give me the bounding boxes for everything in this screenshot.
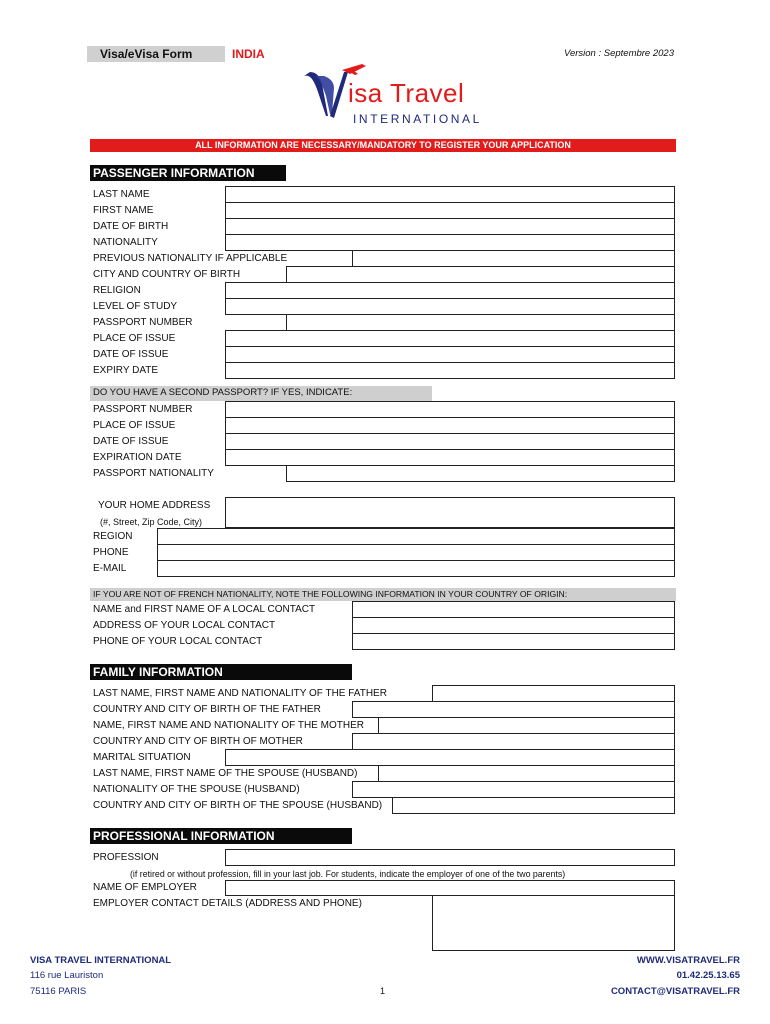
passenger-input-6[interactable] (225, 282, 675, 299)
passenger-label-1: FIRST NAME (93, 205, 154, 216)
country-name: INDIA (232, 47, 265, 61)
passenger-label-2: DATE OF BIRTH (93, 221, 169, 232)
logo (300, 62, 500, 132)
phone-label: PHONE (93, 547, 129, 558)
passenger-input-5[interactable] (286, 266, 675, 283)
family-input-7[interactable] (392, 797, 675, 814)
family-label-0: LAST NAME, FIRST NAME AND NATIONALITY OF THE FATHER (93, 688, 387, 699)
footer-city: 75116 PARIS (30, 986, 87, 997)
form-title: Visa/eVisa Form (100, 47, 193, 61)
footer-email: CONTACT@VISATRAVEL.FR (610, 986, 740, 997)
version-text: Version : Septembre 2023 (563, 48, 674, 59)
local-contact-input-2[interactable] (352, 633, 675, 650)
profession-label: PROFESSION (93, 852, 159, 863)
local-contact-label-0: NAME and FIRST NAME OF A LOCAL CONTACT (93, 604, 316, 615)
passenger-label-9: PLACE OF ISSUE (93, 333, 176, 344)
passenger-input-9[interactable] (225, 330, 675, 347)
second-passport-label-2: DATE OF ISSUE (93, 436, 169, 447)
second-passport-input-3[interactable] (225, 449, 675, 466)
footer-street: 116 rue Lauriston (30, 970, 104, 981)
family-label-6: NATIONALITY OF THE SPOUSE (HUSBAND) (93, 784, 300, 795)
local-contact-label-2: PHONE OF YOUR LOCAL CONTACT (93, 636, 263, 647)
profession-note: (if retired or without profession, fill in your last job. For students, indicate the employer of one of the two parents) (130, 869, 566, 879)
passenger-label-8: PASSPORT NUMBER (93, 317, 193, 328)
employer-contact-input[interactable] (432, 895, 675, 951)
employer-label: NAME OF EMPLOYER (93, 882, 197, 893)
family-input-1[interactable] (352, 701, 675, 718)
local-contact-title: IF YOU ARE NOT OF FRENCH NATIONALITY, NOTE THE FOLLOWING INFORMATION IN YOUR COUNTRY OF ORIGIN: (90, 588, 676, 601)
local-contact-label-1: ADDRESS OF YOUR LOCAL CONTACT (93, 620, 276, 631)
passenger-input-8[interactable] (286, 314, 675, 331)
home-address-input[interactable] (225, 497, 675, 528)
region-input[interactable] (157, 528, 675, 545)
passenger-label-7: LEVEL OF STUDY (93, 301, 178, 312)
second-passport-input-2[interactable] (225, 433, 675, 450)
mandatory-banner-text: ALL INFORMATION ARE NECESSARY/MANDATORY TO REGISTER YOUR APPLICATION (195, 140, 571, 150)
footer-phone: 01.42.25.13.65 (676, 970, 740, 981)
employer-contact-label: EMPLOYER CONTACT DETAILS (ADDRESS AND PHONE) (93, 898, 362, 909)
second-passport-input-0[interactable] (225, 401, 675, 418)
passenger-input-4[interactable] (352, 250, 675, 267)
local-contact-input-0[interactable] (352, 601, 675, 618)
email-label: E-MAIL (93, 563, 127, 574)
region-label: REGION (93, 531, 133, 542)
email-input[interactable] (157, 560, 675, 577)
family-input-0[interactable] (432, 685, 675, 702)
passenger-input-0[interactable] (225, 186, 675, 203)
home-address-label: YOUR HOME ADDRESS (98, 500, 211, 511)
family-section-title: FAMILY INFORMATION (90, 664, 352, 680)
family-input-2[interactable] (378, 717, 675, 734)
passenger-label-3: NATIONALITY (93, 237, 158, 248)
logo-main-text: isa Travel (348, 78, 465, 108)
passenger-label-5: CITY AND COUNTRY OF BIRTH (93, 269, 241, 280)
family-label-5: LAST NAME, FIRST NAME OF THE SPOUSE (HUSBAND) (93, 768, 358, 779)
family-label-2: NAME, FIRST NAME AND NATIONALITY OF THE MOTHER (93, 720, 364, 731)
family-input-5[interactable] (378, 765, 675, 782)
footer-company: VISA TRAVEL INTERNATIONAL (30, 955, 172, 966)
passenger-label-11: EXPIRY DATE (93, 365, 159, 376)
passenger-input-10[interactable] (225, 346, 675, 363)
professional-section-title: PROFESSIONAL INFORMATION (90, 828, 352, 844)
second-passport-title: DO YOU HAVE A SECOND PASSPORT? IF YES, INDICATE: (90, 386, 432, 401)
passenger-label-4: PREVIOUS NATIONALITY IF APPLICABLE (93, 253, 288, 264)
family-input-3[interactable] (352, 733, 675, 750)
family-input-6[interactable] (352, 781, 675, 798)
passenger-input-11[interactable] (225, 362, 675, 379)
profession-input[interactable] (225, 849, 675, 866)
employer-input[interactable] (225, 880, 675, 896)
phone-input[interactable] (157, 544, 675, 561)
passenger-section-title: PASSENGER INFORMATION (90, 165, 286, 181)
second-passport-label-1: PLACE OF ISSUE (93, 420, 176, 431)
passenger-label-6: RELIGION (93, 285, 141, 296)
family-label-1: COUNTRY AND CITY OF BIRTH OF THE FATHER (93, 704, 321, 715)
passenger-input-2[interactable] (225, 218, 675, 235)
second-passport-label-3: EXPIRATION DATE (93, 452, 182, 463)
passenger-label-0: LAST NAME (93, 189, 150, 200)
second-passport-input-4[interactable] (286, 465, 675, 482)
logo-sub-text: INTERNATIONAL (353, 112, 482, 126)
home-address-hint: (#, Street, Zip Code, City) (100, 517, 203, 527)
passenger-input-7[interactable] (225, 298, 675, 315)
family-label-3: COUNTRY AND CITY OF BIRTH OF MOTHER (93, 736, 303, 747)
passenger-input-3[interactable] (225, 234, 675, 251)
second-passport-label-0: PASSPORT NUMBER (93, 404, 193, 415)
family-input-4[interactable] (225, 749, 675, 766)
footer-website: WWW.VISATRAVEL.FR (636, 955, 740, 966)
local-contact-input-1[interactable] (352, 617, 675, 634)
second-passport-label-4: PASSPORT NATIONALITY (93, 468, 214, 479)
passenger-input-1[interactable] (225, 202, 675, 219)
page-number: 1 (380, 986, 386, 996)
second-passport-input-1[interactable] (225, 417, 675, 434)
family-label-7: COUNTRY AND CITY OF BIRTH OF THE SPOUSE (HUSBAND) (93, 800, 383, 811)
passenger-label-10: DATE OF ISSUE (93, 349, 169, 360)
family-label-4: MARITAL SITUATION (93, 752, 191, 763)
